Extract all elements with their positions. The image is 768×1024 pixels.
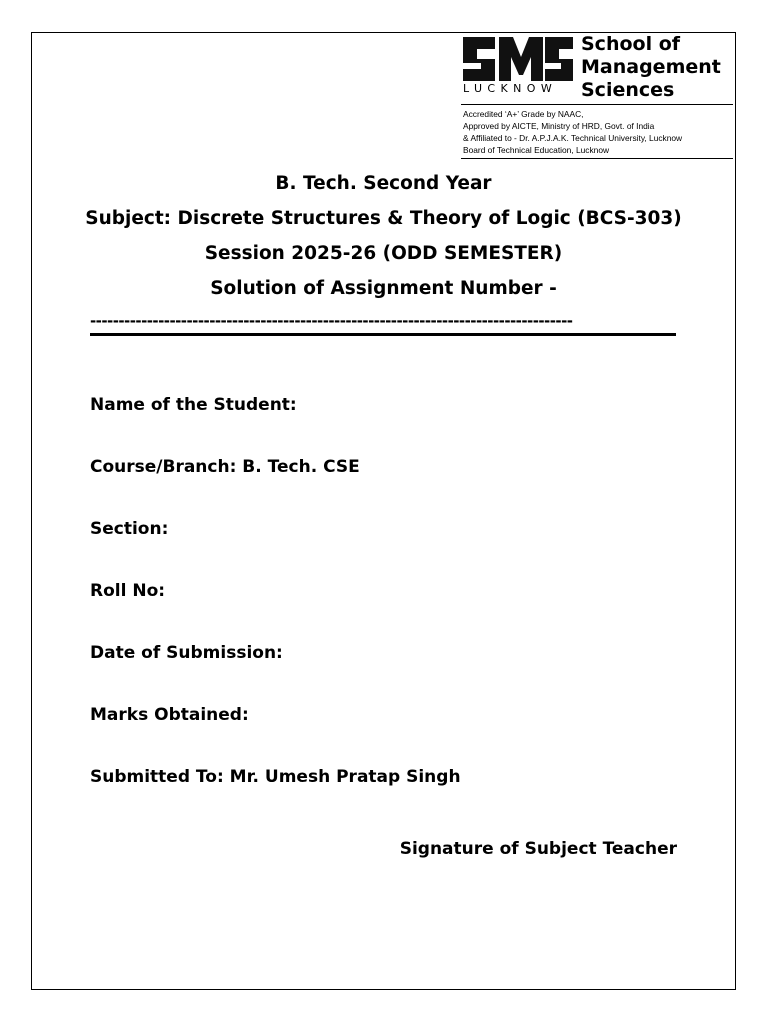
logo-institution-name	[581, 33, 721, 102]
accreditation-line: Accredited ‘A+’ Grade by NAAC,	[463, 109, 584, 119]
date-of-submission-field: Date of Submission:	[90, 643, 283, 663]
logo-name-line: Management	[581, 56, 721, 78]
institution-logo	[461, 35, 733, 160]
submitted-to-field: Submitted To: Mr. Umesh Pratap Singh	[90, 767, 461, 787]
accreditation-line: & Affiliated to - Dr. A.P.J.A.K. Technical University, Lucknow	[463, 133, 683, 143]
assignment-heading: Solution of Assignment Number -	[210, 278, 557, 299]
logo-bottom-divider	[461, 158, 733, 159]
session-heading: Session 2025-26 (ODD SEMESTER)	[204, 243, 563, 264]
logo-name-line: School of	[581, 33, 681, 55]
teacher-signature-label: Signature of Subject Teacher	[399, 839, 677, 859]
dashed-separator: -------------------------------------------------------------------------------------	[90, 312, 573, 330]
year-heading: B. Tech. Second Year	[275, 173, 492, 194]
accreditation-line: Approved by AICTE, Ministry of HRD, Govt. of India	[463, 121, 655, 131]
logo-city: LUCKNOW	[463, 82, 558, 95]
accreditation-text	[463, 108, 733, 156]
accreditation-line: Board of Technical Education, Lucknow	[463, 145, 610, 155]
marks-obtained-field: Marks Obtained:	[90, 705, 249, 725]
section-field: Section:	[90, 519, 169, 539]
thick-separator	[90, 333, 676, 336]
student-name-field: Name of the Student:	[90, 395, 297, 415]
subject-heading: Subject: Discrete Structures & Theory of Logic (BCS-303)	[85, 208, 682, 229]
course-branch-field: Course/Branch: B. Tech. CSE	[90, 457, 360, 477]
logo-divider	[461, 104, 733, 105]
logo-name-line: Sciences	[581, 79, 675, 101]
roll-no-field: Roll No:	[90, 581, 166, 601]
